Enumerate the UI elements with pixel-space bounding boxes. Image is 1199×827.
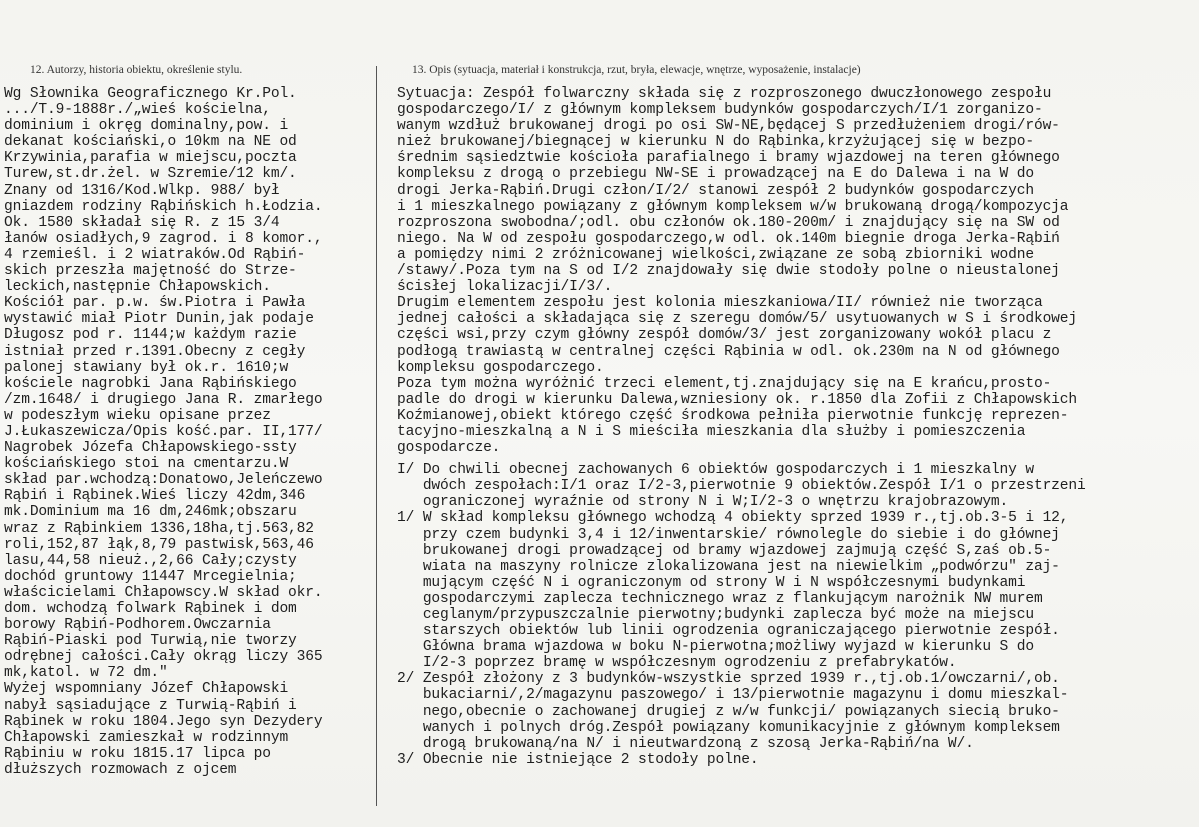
text-line: nież brukowanej/biegnącej w kierunku N do Rąbinka,krzyżującej się w bezpo- — [397, 134, 1034, 151]
text-line: mującym część N i ograniczonym od strony W i N współczesnymi budynkami — [397, 574, 1026, 591]
text-line: 3/ Obecnie nie istniejące 2 stodoły polne. — [397, 751, 759, 768]
text-line: w podeszłym wieku opisane przez — [4, 407, 271, 424]
text-line: Główna brama wjazdowa w boku N-pierwotna;możliwy wyjazd w kierunku S do — [397, 639, 1034, 656]
text-line: brukowanej drogi prowadzącej od bramy wjazdowej zajmują część S,zaś ob.5- — [397, 542, 1052, 559]
text-line: starszych obiektów lub linii ogrodzenia ograniczającego pierwotnie zespół. — [397, 623, 1060, 640]
text-line: Sytuacja: Zespół folwarczny składa się z rozproszonego dwuczłonowego zespołu — [397, 86, 1052, 102]
text-line: nabył sąsiadujące z Turwią-Rąbiń i — [4, 697, 297, 714]
text-line: gospodarcze. — [397, 440, 501, 457]
text-line: palonej stawiany był ok.r. 1610;w — [4, 359, 289, 376]
text-line: Nagrobek Józefa Chłapowskiego-ssty — [4, 440, 297, 457]
text-line: dochód gruntowy 11447 Mrcegielnia; — [4, 568, 297, 585]
section-header-description: 13. Opis (sytuacja, materiał i konstrukcja, rzut, bryła, elewacje, wnętrze, wyposażenie, instalacje) — [412, 64, 861, 76]
text-line: kościele nagrobki Jana Rąbińskiego — [4, 375, 297, 392]
text-line: niego. Na W od zespołu gospodarczego,w odl. ok.140m biegnie droga Jerka-Rąbiń — [397, 230, 1060, 247]
description-text-column — [397, 86, 1197, 768]
text-line: gniazdem rodziny Rąbińskich h.Łodzia. — [4, 198, 323, 215]
text-line: Chłapowski zamieszkał w rodzinnym — [4, 729, 289, 746]
text-line: wraz z Rąbinkiem 1336,18ha,tj.563,82 — [4, 520, 314, 537]
text-line: Rąbiń-Piaski pod Turwią,nie tworzy — [4, 633, 297, 650]
history-text-column — [4, 86, 376, 778]
text-line: łanów osiadłych,9 zagrod. i 8 komor., — [4, 230, 323, 247]
text-line: kompleksu gospodarczego. — [397, 359, 604, 376]
text-line: skład par.wchodzą:Donatowo,Jeleńczewo — [4, 472, 323, 489]
text-line: odrębnej całości.Cały okrąg liczy 365 — [4, 649, 323, 666]
text-line: Rąbiń i Rąbinek.Wieś liczy 42dm,346 — [4, 488, 306, 505]
text-line: części wsi,przy czym główny zespół domów/3/ jest zorganizowany wokół placu z — [397, 327, 1052, 344]
text-line: Turew,st.dr.żel. w Szremie/12 km/. — [4, 166, 297, 183]
text-line: Drugim elementem zespołu jest kolonia mieszkaniowa/II/ również nie tworząca — [397, 295, 1043, 312]
section-header-authors: 12. Autorzy, historia obiektu, określenie stylu. — [30, 64, 243, 76]
text-line: kompleksu z drogą o przebiegu NW-SE i prowadzącej na E do Dalewa i na W do — [397, 166, 1034, 183]
text-line: I/ Do chwili obecnej zachowanych 6 obiektów gospodarczych i 1 mieszkalny w — [397, 462, 1034, 479]
text-line: leckich,następnie Chłapowskich. — [4, 279, 271, 296]
text-line: drogą brukowaną/na N/ i nieutwardzoną z szosą Jerka-Rąbiń/na W/. — [397, 735, 974, 752]
text-line: lasu,44,58 nieuż.,2,66 Cały;czysty — [4, 552, 297, 569]
text-line: ceglanym/przypuszczalnie pierwotny;budynki zaplecza być może na miejscu — [397, 607, 1034, 623]
text-line: bukaciarni/,2/magazynu paszowego/ i 13/pierwotnie magazynu i domu mieszkal- — [397, 687, 1069, 704]
text-line: drogi Jerka-Rąbiń.Drugi człon/I/2/ stanowi zespół 2 budynków gospodarczych — [397, 182, 1034, 199]
text-line: /stawy/.Poza tym na S od I/2 znajdowały się dwie stodoły polne o nieustalonej — [397, 263, 1060, 280]
text-line: Koźmianowej,obiekt którego część środkowa pełniła pierwotnie funkcję reprezen- — [397, 407, 1069, 424]
text-line: Krzywinia,parafia w miejscu,poczta — [4, 150, 297, 167]
text-line: tacyjno-mieszkalną a N i S mieściła mieszkania dla służby i pomieszczenia — [397, 423, 1026, 440]
text-line: wanych i polnych dróg.Zespół powiązany komunikacyjnie z głównym kompleksem — [397, 719, 1060, 736]
text-line: Znany od 1316/Kod.Wlkp. 988/ był — [4, 182, 280, 199]
text-line: Rąbinek w roku 1804.Jego syn Dezydery — [4, 713, 323, 730]
text-line: jednej całości a składająca się z szeregu domów/5/ usytuowanych w S i środkowej — [397, 311, 1078, 328]
text-line: istniał przed r.1391.Obecny z cegły — [4, 343, 306, 360]
text-line: ścisłej lokalizacji/I/3/. — [397, 279, 613, 296]
text-line: i 1 mieszkalnego powiązany z głównym kompleksem w/w brukowaną drogą/kompozycja — [397, 198, 1069, 215]
text-line: padle do drogi w kierunku Dalewa,wzniesiony ok. r.1850 dla Zofii z Chłapowskich — [397, 391, 1078, 408]
text-line: a pomiędzy nimi 2 zróżnicowanej wielkości,związane ze sobą zbiorniki wodne — [397, 246, 1034, 263]
text-line: .../T.9-1888r./„wieś kościelna, — [4, 102, 271, 119]
text-line: wanym wzdłuż brukowanej drogi po osi SW-NE,będącej S przedłużeniem drogi/rów- — [397, 118, 1060, 135]
text-line: wystawić miał Piotr Dunin,jak podaje — [4, 311, 314, 328]
text-line: kościańskiego stoi na cmentarzu.W — [4, 456, 289, 473]
text-line: skich przeszła majętność do Strze- — [4, 263, 297, 280]
text-line: 1/ W skład kompleksu głównego wchodzą 4 obiekty sprzed 1939 r.,tj.ob.3-5 i 12, — [397, 510, 1069, 527]
text-line: podłogą trawiastą w centralnej części Rąbinia w odl. ok.230m na N od głównego — [397, 343, 1060, 360]
text-line: Poza tym można wyróżnić trzeci element,tj.znajdujący się na E krańcu,prosto- — [397, 375, 1052, 392]
text-line: właścicielami Chłapowscy.W skład okr. — [4, 584, 323, 601]
text-line: wiata na maszyny rolnicze zlokalizowana jest na niewielkim „podwórzu" zaj- — [397, 558, 1060, 575]
text-line: przy czem budynki 3,4 i 12/inwentarskie/ równolegle do siebie i do głównej — [397, 526, 1060, 543]
text-line: dekanat kościański,o 10km na NE od — [4, 134, 297, 151]
text-line: dom. wchodzą folwark Rąbinek i dom — [4, 601, 297, 617]
text-line: 2/ Zespół złożony z 3 budynków-wszystkie sprzed 1939 r.,tj.ob.1/owczarni/,ob. — [397, 671, 1060, 688]
text-line: Długosz pod r. 1144;w każdym razie — [4, 327, 297, 344]
text-line: borowy Rąbiń-Podhorem.Owczarnia — [4, 617, 271, 634]
text-line: ograniczonej wyraźnie od strony N i W;I/2-3 o wnętrzu krajobrazowym. — [397, 494, 1009, 511]
column-divider — [376, 66, 377, 806]
text-line: dłuższych rozmowach z ojcem — [4, 761, 237, 778]
text-line: Wg Słownika Geograficznego Kr.Pol. — [4, 86, 297, 102]
text-line: Rąbiniu w roku 1815.17 lipca po — [4, 745, 271, 762]
text-line: Kościół par. p.w. św.Piotra i Pawła — [4, 295, 306, 312]
text-line: I/2-3 poprzez bramę w współczesnym ogrodzeniu z prefabrykatów. — [397, 655, 957, 672]
text-line: dominium i okręg dominalny,pow. i — [4, 118, 289, 135]
text-line: J.Łukaszewicza/Opis kość.par. II,177/ — [4, 423, 323, 440]
text-line: gospodarczego/I/ z głównym kompleksem budynków gospodarczych/I/1 zorganizo- — [397, 102, 1043, 119]
text-line: roli,152,87 łąk,8,79 pastwisk,563,46 — [4, 536, 314, 553]
text-line: dwóch zespołach:I/1 oraz I/2-3,pierwotnie 9 obiektów.Zespół I/1 o przestrzeni — [397, 478, 1086, 495]
text-line: rozproszona swobodna/;odl. obu członów ok.180-200m/ i znajdujący się na SW od — [397, 214, 1060, 231]
text-line: mk,katol. w 72 dm." — [4, 665, 168, 682]
text-line: gospodarczymi zaplecza technicznego wraz z flankującym narożnik NW murem — [397, 590, 1043, 607]
text-line: 4 rzemieśl. i 2 wiatraków.Od Rąbiń- — [4, 246, 306, 263]
text-line: średnim sąsiedztwie kościoła parafialnego i bramy wjazdowej na teren głównego — [397, 150, 1060, 167]
text-line: Wyżej wspomniany Józef Chłapowski — [4, 681, 289, 698]
text-line: mk.Dominium ma 16 dm,246mk;obszaru — [4, 504, 297, 521]
text-line: /zm.1648/ i drugiego Jana R. zmarłego — [4, 391, 323, 408]
text-line: nego,obecnie o zachowanej drugiej z w/w funkcji/ powiązanych siecią bruko- — [397, 703, 1060, 720]
text-line: Ok. 1580 składał się R. z 15 3/4 — [4, 214, 280, 231]
